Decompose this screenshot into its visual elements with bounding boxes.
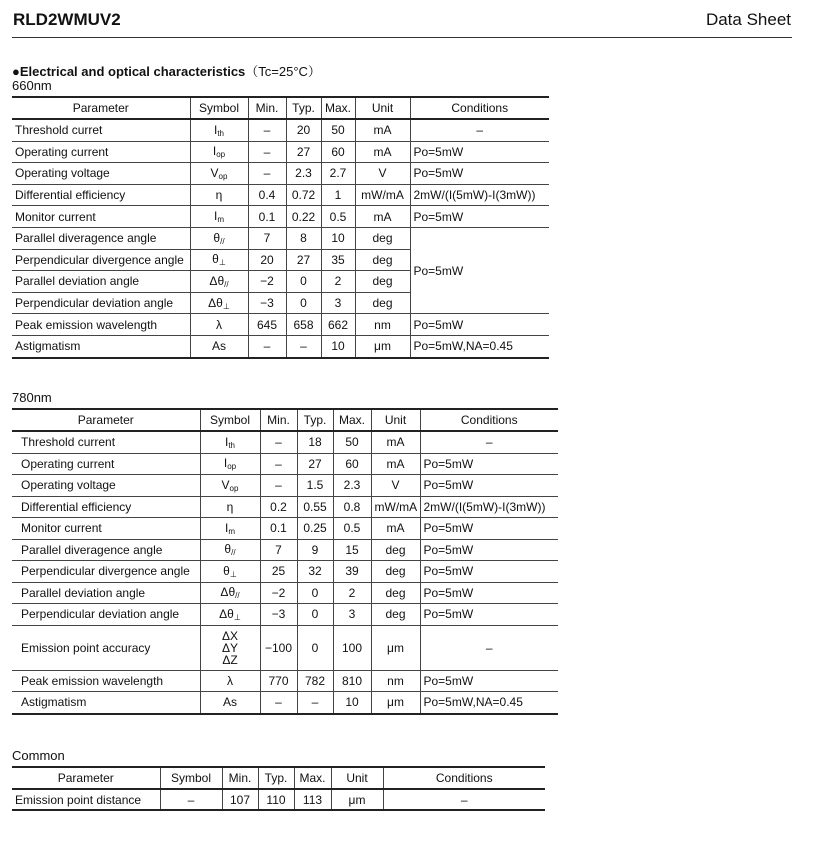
- symbol-subscript: op: [227, 462, 237, 472]
- cell-unit: V: [371, 475, 420, 497]
- table-row: [12, 670, 558, 692]
- table-common: [12, 766, 545, 811]
- table-row: [12, 604, 558, 626]
- cell-parameter: Parallel deviation angle: [12, 271, 190, 293]
- cell-conditions: 2mW/(I(5mW)-I(3mW)): [420, 496, 558, 518]
- cell-conditions: Po=5mW: [420, 670, 558, 692]
- cell-min: 0.2: [260, 496, 297, 518]
- cell-min: 0.1: [248, 206, 286, 228]
- cell-typ: 0: [297, 582, 333, 604]
- column-header-unit: Unit: [355, 97, 410, 119]
- header-row: [12, 767, 545, 789]
- cell-min: 7: [248, 227, 286, 249]
- symbol-subscript: ⊥: [233, 612, 241, 622]
- table-row: [12, 184, 549, 206]
- cell-typ: 658: [286, 314, 321, 336]
- cell-min: 0.1: [260, 518, 297, 540]
- cell-parameter: Peak emission wavelength: [12, 670, 200, 692]
- cell-unit: mA: [355, 141, 410, 163]
- cell-conditions: Po=5mW: [420, 539, 558, 561]
- column-header-typ: Typ.: [258, 767, 294, 789]
- cell-unit: nm: [355, 314, 410, 336]
- table-row: [12, 789, 545, 810]
- table-label-common: Common: [12, 748, 65, 763]
- cell-typ: 27: [286, 249, 321, 271]
- column-header-min: Min.: [248, 97, 286, 119]
- symbol-subscript: op: [229, 483, 239, 493]
- cell-symbol: [200, 496, 260, 518]
- symbol-base: As: [222, 695, 237, 710]
- symbol-subscript: ⊥: [218, 258, 226, 268]
- cell-parameter: Parallel deviation angle: [12, 582, 200, 604]
- symbol-subscript: ⊥: [229, 569, 237, 579]
- cell-min: −3: [248, 292, 286, 314]
- cell-parameter: Monitor current: [12, 518, 200, 540]
- product-title: RLD2WMUV2: [13, 10, 121, 29]
- cell-max: 60: [321, 141, 355, 163]
- cell-max: 3: [321, 292, 355, 314]
- symbol-subscript: th: [217, 128, 224, 138]
- symbol-subscript: m: [217, 215, 224, 225]
- cell-typ: 0: [286, 271, 321, 293]
- cell-max: 0.5: [333, 518, 371, 540]
- cell-unit: deg: [355, 227, 410, 249]
- symbol-subscript: //: [224, 279, 229, 289]
- column-header-conditions: Conditions: [383, 767, 545, 789]
- cell-typ: 27: [297, 453, 333, 475]
- cell-typ: 9: [297, 539, 333, 561]
- cell-symbol: [200, 625, 260, 670]
- cell-parameter: Astigmatism: [12, 335, 190, 357]
- cell-max: 10: [333, 692, 371, 714]
- cell-min: –: [248, 119, 286, 141]
- cell-parameter: Perpendicular deviation angle: [12, 292, 190, 314]
- cell-typ: 27: [286, 141, 321, 163]
- cell-symbol: [190, 184, 248, 206]
- symbol-base: θ: [212, 252, 219, 267]
- table-row: [12, 141, 549, 163]
- cell-unit: mA: [371, 453, 420, 475]
- cell-typ: 782: [297, 670, 333, 692]
- cell-parameter: Operating voltage: [12, 475, 200, 497]
- symbol-base: λ: [216, 317, 222, 332]
- cell-parameter: Parallel diveragence angle: [12, 227, 190, 249]
- cell-max: 662: [321, 314, 355, 336]
- cell-conditions: Po=5mW: [420, 453, 558, 475]
- cell-max: 2.7: [321, 163, 355, 185]
- header-divider: [12, 37, 792, 38]
- column-header-max: Max.: [294, 767, 331, 789]
- cell-parameter: Differential efficiency: [12, 496, 200, 518]
- table-row: [12, 582, 558, 604]
- cell-symbol: [190, 163, 248, 185]
- symbol-base: I: [224, 520, 229, 535]
- symbol-base: Δθ: [208, 295, 223, 310]
- table-label-780nm: 780nm: [12, 390, 52, 405]
- cell-typ: 1.5: [297, 475, 333, 497]
- cell-typ: 0.55: [297, 496, 333, 518]
- cell-symbol: [190, 227, 248, 249]
- cell-min: 7: [260, 539, 297, 561]
- cell-conditions: Po=5mW: [410, 206, 549, 228]
- cell-conditions: Po=5mW,NA=0.45: [420, 692, 558, 714]
- cell-conditions: Po=5mW: [410, 163, 549, 185]
- table-row: [12, 119, 549, 141]
- table-row: [12, 163, 549, 185]
- cell-min: −3: [260, 604, 297, 626]
- cell-min: –: [260, 453, 297, 475]
- cell-min: –: [248, 141, 286, 163]
- symbol-subscript: op: [216, 150, 226, 160]
- cell-unit: mW/mA: [371, 496, 420, 518]
- cell-max: 10: [321, 335, 355, 357]
- cell-max: 3: [333, 604, 371, 626]
- column-header-parameter: Parameter: [12, 767, 160, 789]
- cell-symbol: [190, 292, 248, 314]
- cell-typ: 0: [286, 292, 321, 314]
- cell-min: –: [260, 475, 297, 497]
- cell-parameter: Operating current: [12, 141, 190, 163]
- cell-unit: μm: [371, 625, 420, 670]
- cell-symbol: [200, 539, 260, 561]
- cell-min: –: [260, 431, 297, 453]
- table-660nm: [12, 96, 549, 359]
- column-header-symbol: Symbol: [190, 97, 248, 119]
- cell-max: 10: [321, 227, 355, 249]
- cell-max: 2: [333, 582, 371, 604]
- cell-min: 0.4: [248, 184, 286, 206]
- table-row: [12, 314, 549, 336]
- cell-max: 60: [333, 453, 371, 475]
- symbol-base: –: [187, 792, 195, 807]
- cell-unit: deg: [355, 271, 410, 293]
- section-title: [12, 61, 321, 80]
- cell-typ: –: [286, 335, 321, 357]
- cell-conditions: Po=5mW: [420, 561, 558, 583]
- cell-parameter: Emission point accuracy: [12, 625, 200, 670]
- cell-symbol: [200, 582, 260, 604]
- cell-symbol: [190, 271, 248, 293]
- cell-conditions: Po=5mW: [420, 604, 558, 626]
- cell-max: 0.8: [333, 496, 371, 518]
- table-row: [12, 431, 558, 453]
- header-row: [12, 409, 558, 431]
- cell-parameter: Perpendicular divergence angle: [12, 561, 200, 583]
- cell-min: −2: [248, 271, 286, 293]
- cell-symbol: [190, 206, 248, 228]
- column-header-min: Min.: [260, 409, 297, 431]
- cell-conditions: –: [420, 625, 558, 670]
- section-condition: （Tc=25°C）: [245, 64, 321, 79]
- table-row: [12, 561, 558, 583]
- cell-parameter: Perpendicular deviation angle: [12, 604, 200, 626]
- column-header-symbol: Symbol: [200, 409, 260, 431]
- cell-symbol: [200, 431, 260, 453]
- cell-typ: 0.72: [286, 184, 321, 206]
- cell-unit: μm: [331, 789, 383, 810]
- cell-symbol: [160, 789, 222, 810]
- cell-unit: deg: [371, 582, 420, 604]
- cell-parameter: Differential efficiency: [12, 184, 190, 206]
- column-header-parameter: Parameter: [12, 409, 200, 431]
- cell-parameter: Parallel diveragence angle: [12, 539, 200, 561]
- cell-symbol: [190, 119, 248, 141]
- cell-conditions: Po=5mW: [410, 227, 549, 313]
- cell-typ: 20: [286, 119, 321, 141]
- cell-symbol: [190, 314, 248, 336]
- cell-unit: mA: [371, 518, 420, 540]
- column-header-typ: Typ.: [297, 409, 333, 431]
- cell-symbol: [200, 670, 260, 692]
- column-header-typ: Typ.: [286, 97, 321, 119]
- column-header-min: Min.: [222, 767, 258, 789]
- cell-unit: deg: [371, 604, 420, 626]
- symbol-base: V: [210, 165, 219, 180]
- table-780nm: [12, 408, 558, 715]
- cell-conditions: Po=5mW: [410, 314, 549, 336]
- cell-unit: μm: [355, 335, 410, 357]
- cell-unit: deg: [371, 561, 420, 583]
- table-row: [12, 625, 558, 670]
- symbol-base: Δθ: [220, 585, 236, 600]
- cell-min: 20: [248, 249, 286, 271]
- column-header-symbol: Symbol: [160, 767, 222, 789]
- cell-typ: 18: [297, 431, 333, 453]
- cell-symbol: [200, 604, 260, 626]
- table-row: [12, 335, 549, 357]
- cell-parameter: Perpendicular divergence angle: [12, 249, 190, 271]
- cell-parameter: Peak emission wavelength: [12, 314, 190, 336]
- cell-unit: mA: [355, 119, 410, 141]
- cell-symbol: [190, 249, 248, 271]
- column-header-max: Max.: [321, 97, 355, 119]
- symbol-base: I: [224, 434, 229, 449]
- cell-min: −2: [260, 582, 297, 604]
- symbol-base: Δθ: [219, 606, 234, 621]
- symbol-subscript: ⊥: [222, 301, 230, 311]
- cell-unit: nm: [371, 670, 420, 692]
- column-header-unit: Unit: [371, 409, 420, 431]
- cell-symbol: [200, 692, 260, 714]
- section-title-text: ●Electrical and optical characteristics: [12, 64, 246, 79]
- cell-conditions: Po=5mW: [420, 582, 558, 604]
- symbol-base: Δθ: [209, 273, 225, 288]
- table-row: [12, 206, 549, 228]
- cell-max: 0.5: [321, 206, 355, 228]
- table-row: [12, 227, 549, 249]
- symbol-subscript: op: [218, 171, 228, 181]
- cell-max: 15: [333, 539, 371, 561]
- column-header-unit: Unit: [331, 767, 383, 789]
- cell-min: –: [248, 163, 286, 185]
- column-header-conditions: Conditions: [420, 409, 558, 431]
- symbol-base: As: [211, 339, 226, 354]
- cell-max: 1: [321, 184, 355, 206]
- cell-typ: 8: [286, 227, 321, 249]
- symbol-subscript: //: [231, 548, 236, 558]
- cell-max: 100: [333, 625, 371, 670]
- cell-min: 107: [222, 789, 258, 810]
- symbol-base: I: [213, 122, 218, 137]
- cell-conditions: –: [383, 789, 545, 810]
- symbol-base: I: [223, 456, 228, 471]
- cell-parameter: Astigmatism: [12, 692, 200, 714]
- cell-typ: 0: [297, 604, 333, 626]
- cell-parameter: Emission point distance: [12, 789, 160, 810]
- cell-unit: deg: [355, 249, 410, 271]
- column-header-parameter: Parameter: [12, 97, 190, 119]
- table-row: [12, 539, 558, 561]
- symbol-subscript: //: [235, 591, 240, 601]
- symbol-subscript: m: [228, 526, 235, 536]
- symbol-line: ΔZ: [222, 652, 238, 667]
- cell-unit: V: [355, 163, 410, 185]
- cell-conditions: Po=5mW: [410, 141, 549, 163]
- cell-max: 50: [321, 119, 355, 141]
- symbol-subscript: //: [220, 236, 225, 246]
- table-row: [12, 453, 558, 475]
- cell-min: −100: [260, 625, 297, 670]
- cell-unit: μm: [371, 692, 420, 714]
- cell-typ: 0.22: [286, 206, 321, 228]
- table-row: [12, 496, 558, 518]
- symbol-base: λ: [227, 673, 233, 688]
- cell-symbol: [190, 335, 248, 357]
- cell-conditions: Po=5mW: [420, 518, 558, 540]
- symbol-base: θ: [223, 563, 230, 578]
- cell-conditions: 2mW/(I(5mW)-I(3mW)): [410, 184, 549, 206]
- symbol-subscript: th: [228, 440, 235, 450]
- symbol-base: θ: [213, 230, 221, 245]
- cell-unit: deg: [371, 539, 420, 561]
- cell-min: 770: [260, 670, 297, 692]
- cell-typ: 0: [297, 625, 333, 670]
- cell-typ: 32: [297, 561, 333, 583]
- cell-parameter: Monitor current: [12, 206, 190, 228]
- cell-symbol: [200, 561, 260, 583]
- cell-typ: 110: [258, 789, 294, 810]
- table-row: [12, 475, 558, 497]
- cell-symbol: [190, 141, 248, 163]
- cell-unit: mW/mA: [355, 184, 410, 206]
- cell-conditions: –: [420, 431, 558, 453]
- cell-parameter: Operating current: [12, 453, 200, 475]
- symbol-base: η: [215, 188, 223, 203]
- cell-typ: 2.3: [286, 163, 321, 185]
- cell-parameter: Threshold curret: [12, 119, 190, 141]
- symbol-base: η: [226, 499, 234, 514]
- cell-min: 645: [248, 314, 286, 336]
- cell-unit: deg: [355, 292, 410, 314]
- cell-max: 35: [321, 249, 355, 271]
- cell-min: –: [248, 335, 286, 357]
- cell-symbol: [200, 518, 260, 540]
- table-row: [12, 692, 558, 714]
- cell-max: 2.3: [333, 475, 371, 497]
- cell-min: –: [260, 692, 297, 714]
- symbol-line: ΔX: [221, 628, 239, 643]
- cell-min: 25: [260, 561, 297, 583]
- cell-unit: mA: [355, 206, 410, 228]
- table-label-660nm: 660nm: [12, 78, 52, 93]
- symbol-base: θ: [224, 542, 232, 557]
- symbol-base: V: [221, 477, 230, 492]
- cell-conditions: Po=5mW: [420, 475, 558, 497]
- cell-max: 810: [333, 670, 371, 692]
- cell-max: 113: [294, 789, 331, 810]
- column-header-max: Max.: [333, 409, 371, 431]
- cell-symbol: [200, 475, 260, 497]
- table-row: [12, 518, 558, 540]
- symbol-base: I: [212, 144, 217, 159]
- cell-unit: mA: [371, 431, 420, 453]
- cell-conditions: –: [410, 119, 549, 141]
- symbol-line: ΔY: [221, 640, 239, 655]
- cell-typ: 0.25: [297, 518, 333, 540]
- cell-symbol: [200, 453, 260, 475]
- cell-typ: –: [297, 692, 333, 714]
- cell-parameter: Threshold current: [12, 431, 200, 453]
- cell-max: 50: [333, 431, 371, 453]
- cell-max: 2: [321, 271, 355, 293]
- header-row: [12, 97, 549, 119]
- cell-max: 39: [333, 561, 371, 583]
- cell-parameter: Operating voltage: [12, 163, 190, 185]
- symbol-base: I: [213, 209, 218, 224]
- cell-conditions: Po=5mW,NA=0.45: [410, 335, 549, 357]
- column-header-conditions: Conditions: [410, 97, 549, 119]
- document-type: Data Sheet: [705, 10, 791, 29]
